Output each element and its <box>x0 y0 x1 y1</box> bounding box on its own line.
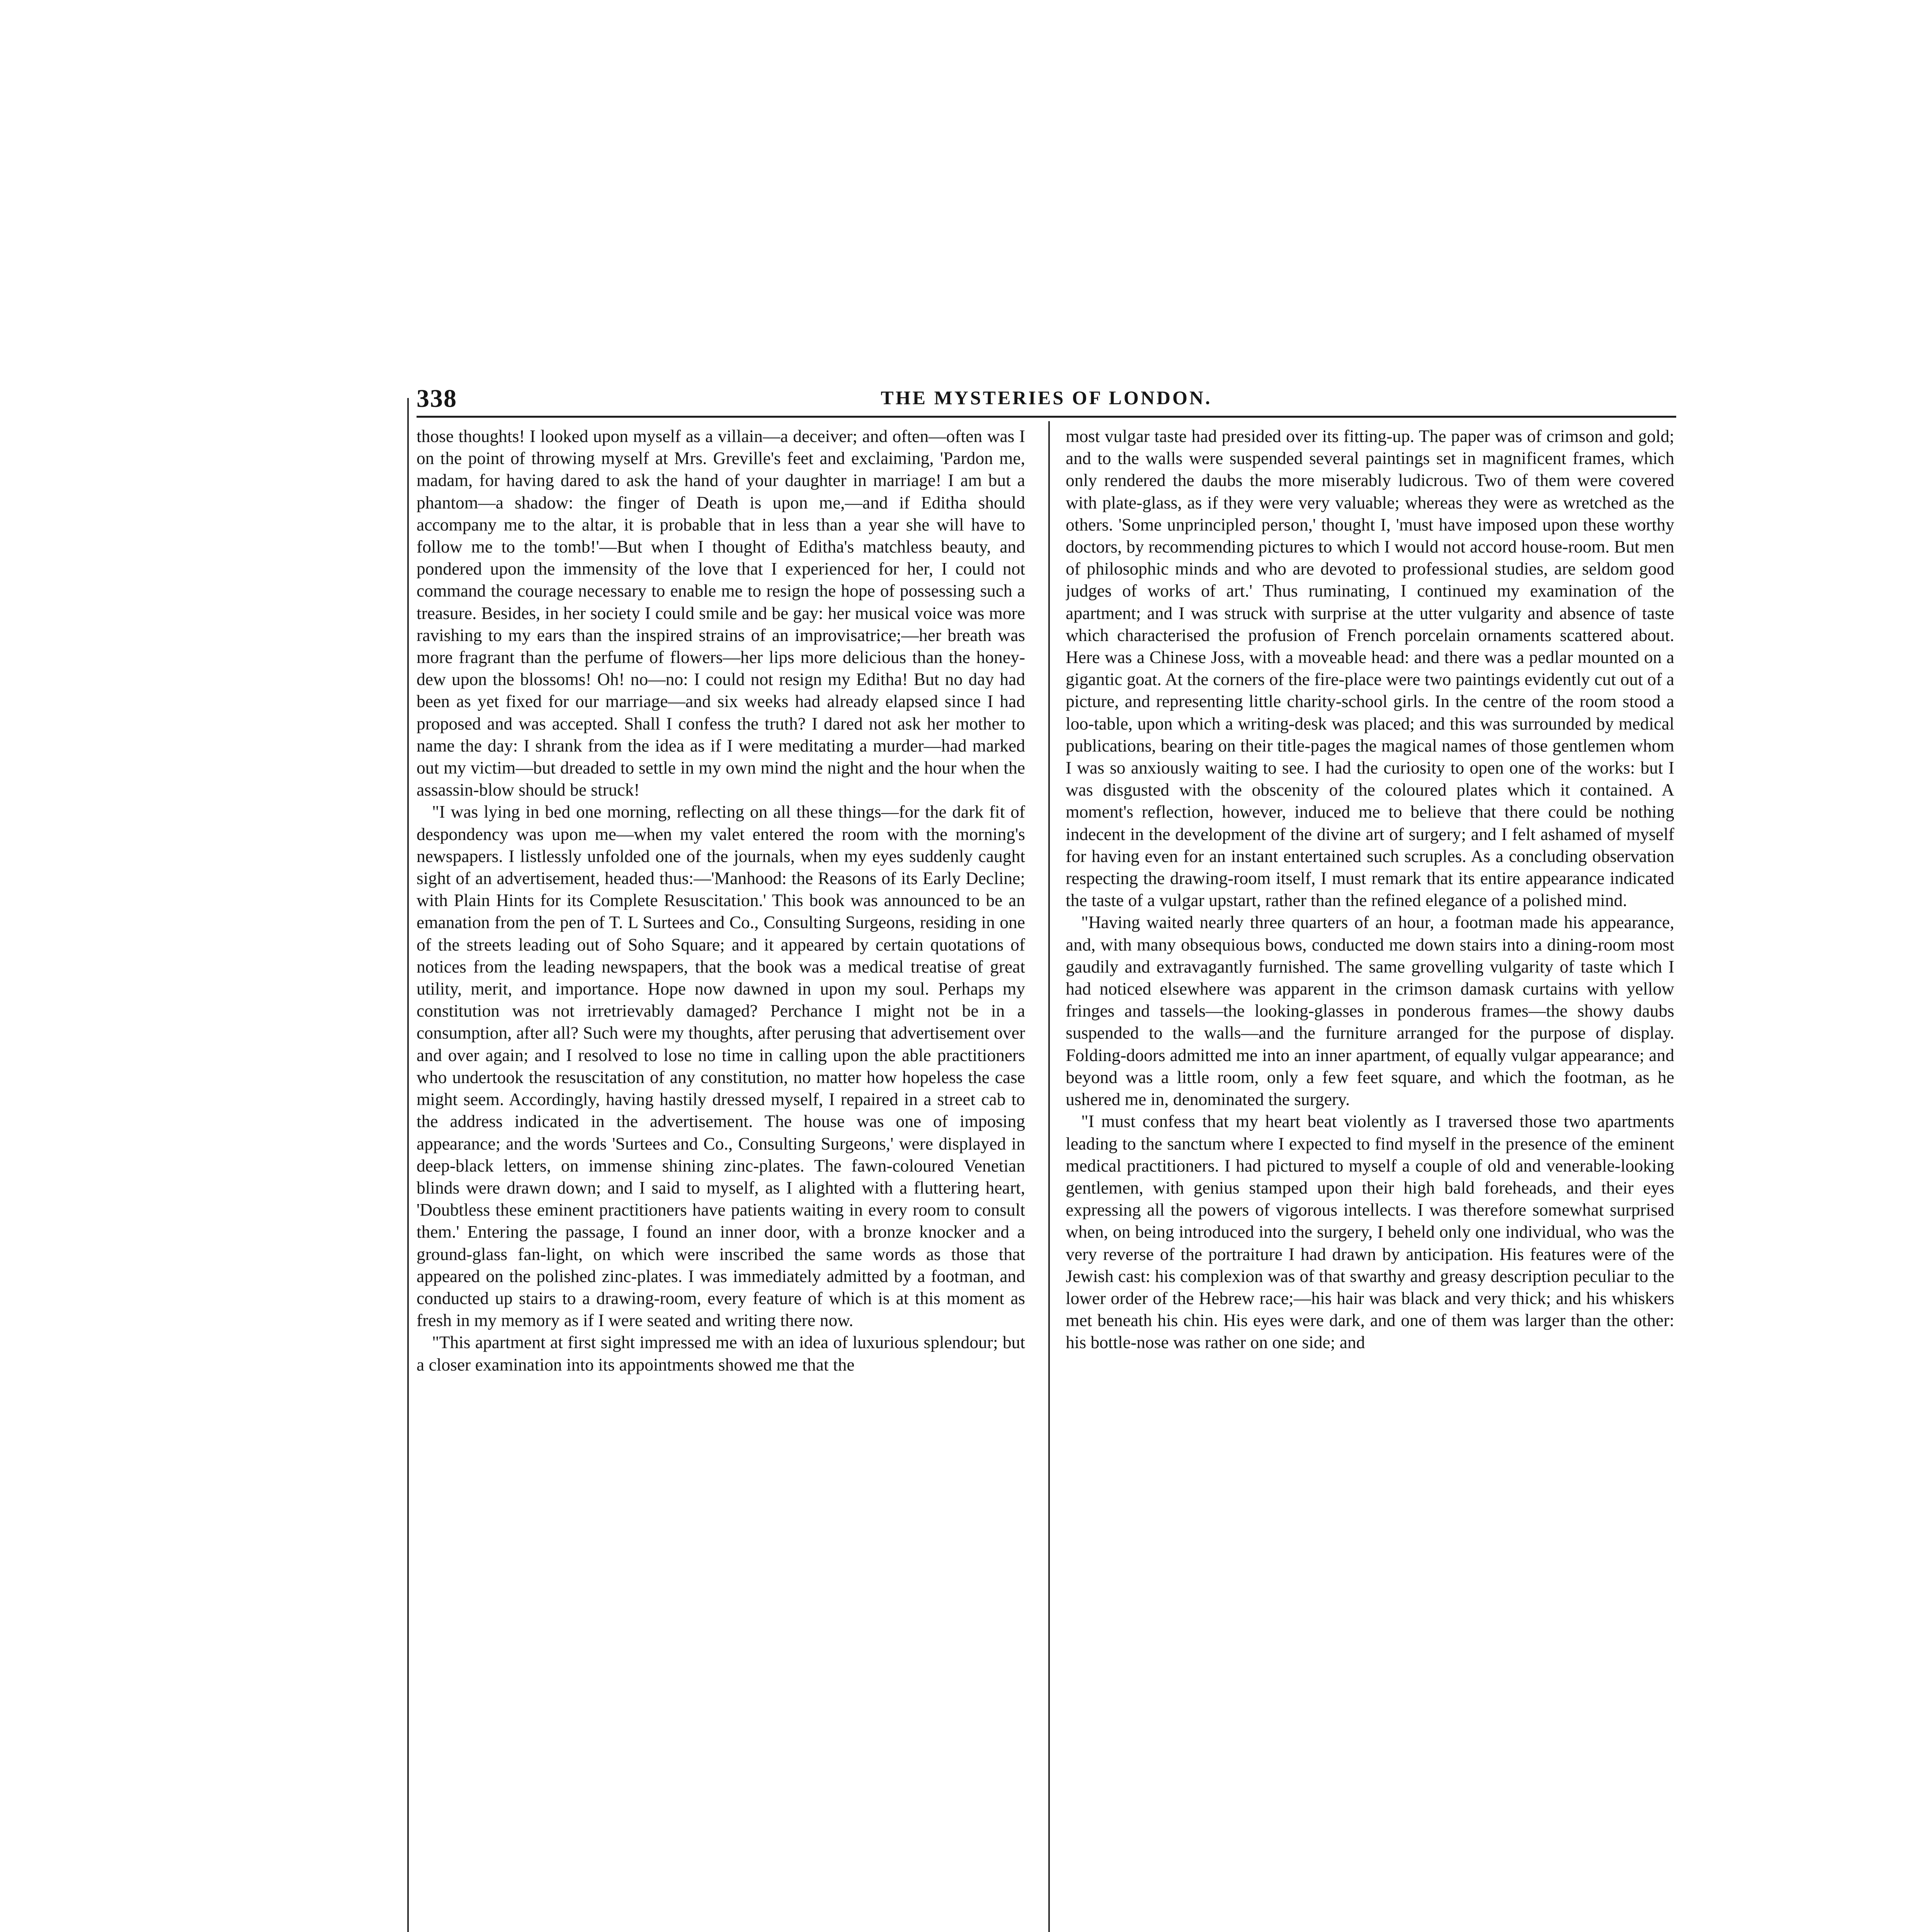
page-number: 338 <box>417 384 457 413</box>
header-rule <box>417 416 1676 418</box>
page-header <box>417 383 1676 416</box>
paragraph: "I was lying in bed one morning, reflecting on all these things—for the dark fit of despondency was upon me—when my valet entered the room with the morning's newspapers. I listlessly unfolded one of the journals, when my eyes suddenly caught sight of an advertisement, headed thus:—'Manhood: the Reasons of its Early Decline; with Plain Hints for its Complete Resuscitation.' This book was announced to be an emanation from the pen of T. L Surtees and Co., Consulting Surgeons, residing in one of the streets leading out of Soho Square; and it appeared by certain quotations of notices from the leading newspapers, that the book was a medical treatise of great utility, merit, and importance. Hope now dawned in upon my soul. Perhaps my constitution was not irretrievably damaged? Perchance I might not be in a consumption, after all? Such were my thoughts, after perusing that advertisement over and over again; and I resolved to lose no time in calling upon the able practitioners who undertook the resuscitation of any constitution, no matter how hopeless the case might seem. Accordingly, having hastily dressed myself, I repaired in a street cab to the address indicated in the advertisement. The house was one of imposing appearance; and the words 'Surtees and Co., Consulting Surgeons,' were displayed in deep-black letters, on immense shining zinc-plates. The fawn-coloured Venetian blinds were drawn down; and I said to myself, as I alighted with a fluttering heart, 'Doubtless these eminent practitioners have patients waiting in every room to consult them.' Entering the passage, I found an inner door, with a bronze knocker and a ground-glass fan-light, on which were inscribed the same words as those that appeared on the polished zinc-plates. I was immediately admitted by a footman, and conducted up stairs to a drawing-room, every feature of which is at this moment as fresh in my memory as if I were seated and writing there now. <box>417 802 1025 1330</box>
column-divider <box>1048 421 1050 1932</box>
running-title: THE MYSTERIES OF LONDON. <box>881 387 1212 408</box>
paragraph: "Having waited nearly three quarters of an hour, a footman made his appearance, and, with many obsequious bows, conducted me down stairs into a dining-room most gaudily and extravagantly furnished. The same grovelling vulgarity of taste which I had noticed elsewhere was apparent in the crimson damask curtains with yellow fringes and tassels—the looking-glasses in ponderous frames—the showy daubs suspended to the walls—and the furniture arranged for the purpose of display. Folding-doors admitted me into an inner apartment, of equally vulgar appearance; and beyond was a little room, only a few feet square, and which the footman, as he ushered me in, denominated the surgery. <box>1066 912 1674 1109</box>
paragraph: most vulgar taste had presided over its fitting-up. The paper was of crimson and gold; and to the walls were suspended several paintings set in magnificent frames, which only rendered the daubs the more miserably ludicrous. Two of them were covered with plate-glass, as if they were very valuable; whereas they were as wretched as the others. 'Some unprincipled person,' thought I, 'must have imposed upon these worthy doctors, by recommending pictures to which I would not accord house-room. But men of philosophic minds and who are devoted to professional studies, are seldom good judges of works of art.' Thus ruminating, I continued my examination of the apartment; and I was struck with surprise at the utter vulgarity and absence of taste which characterised the profusion of French porcelain ornaments scattered about. Here was a Chinese Joss, with a moveable head: and there was a pedlar mounted on a gigantic goat. At the corners of the fire-place were two paintings evidently cut out of a picture, and representing little charity-school girls. In the centre of the room stood a loo-table, upon which a writing-desk was placed; and this was surrounded by medical publications, bearing on their title-pages the magical names of those gentlemen whom I was so anxiously waiting to see. I had the curiosity to open one of the works: but I was disgusted with the obscenity of the coloured plates which it contained. A moment's reflection, however, induced me to believe that there could be nothing indecent in the development of the divine art of surgery; and I felt ashamed of myself for having even for an instant entertained such scruples. As a concluding observation respecting the drawing-room itself, I must remark that its entire appearance indicated the taste of a vulgar upstart, rather than the refined elegance of a polished mind. <box>1066 426 1674 910</box>
paragraph: those thoughts! I looked upon myself as a villain—a deceiver; and often—often was I on the point of throwing myself at Mrs. Greville's feet and exclaiming, 'Pardon me, madam, for having dared to ask the hand of your daughter in marriage! I am but a phantom—a shadow: the finger of Death is upon me,—and if Editha should accompany me to the altar, it is probable that in less than a year she will have to follow me to the tomb!'—But when I thought of Editha's matchless beauty, and pondered upon the immensity of the love that I experienced for her, I could not command the courage necessary to enable me to resign the hope of possessing such a treasure. Besides, in her society I could smile and be gay: her musical voice was more ravishing to my ears than the inspired strains of an improvisatrice;—her breath was more fragrant than the perfume of flowers—her lips more delicious than the honey-dew upon the blossoms! Oh! no—no: I could not resign my Editha! But no day had been as yet fixed for our marriage—and six weeks had already elapsed since I had proposed and was accepted. Shall I confess the truth? I dared not ask her mother to name the day: I shrank from the idea as if I were meditating a murder—had marked out my victim—but dreaded to settle in my own mind the night and the hour when the assassin-blow should be struck! <box>417 426 1025 800</box>
paragraph: "This apartment at first sight impressed me with an idea of luxurious splendour; but a closer examination into its appointments showed me that the <box>417 1332 1025 1374</box>
paragraph: "I must confess that my heart beat violently as I traversed those two apartments leading to the sanctum where I expected to find myself in the presence of the eminent medical practitioners. I had pictured to myself a couple of old and venerable-looking gentlemen, with genius stamped upon their high bald foreheads, and their eyes expressing all the powers of vigorous intellects. I was therefore somewhat surprised when, on being introduced into the surgery, I beheld only one individual, who was the very reverse of the portraiture I had drawn by anticipation. His features were of the Jewish cast: his complexion was of that swarthy and greasy description peculiar to the lower order of the Hebrew race;—his hair was black and very thick; and his whiskers met beneath his chin. His eyes were dark, and one of them was larger than the other: his bottle-nose was rather on one side; and <box>1066 1111 1674 1352</box>
left-margin-rule <box>407 398 409 1932</box>
newspaper-page <box>417 383 1676 1932</box>
right-column <box>1066 425 1674 1932</box>
left-column <box>417 425 1025 1932</box>
